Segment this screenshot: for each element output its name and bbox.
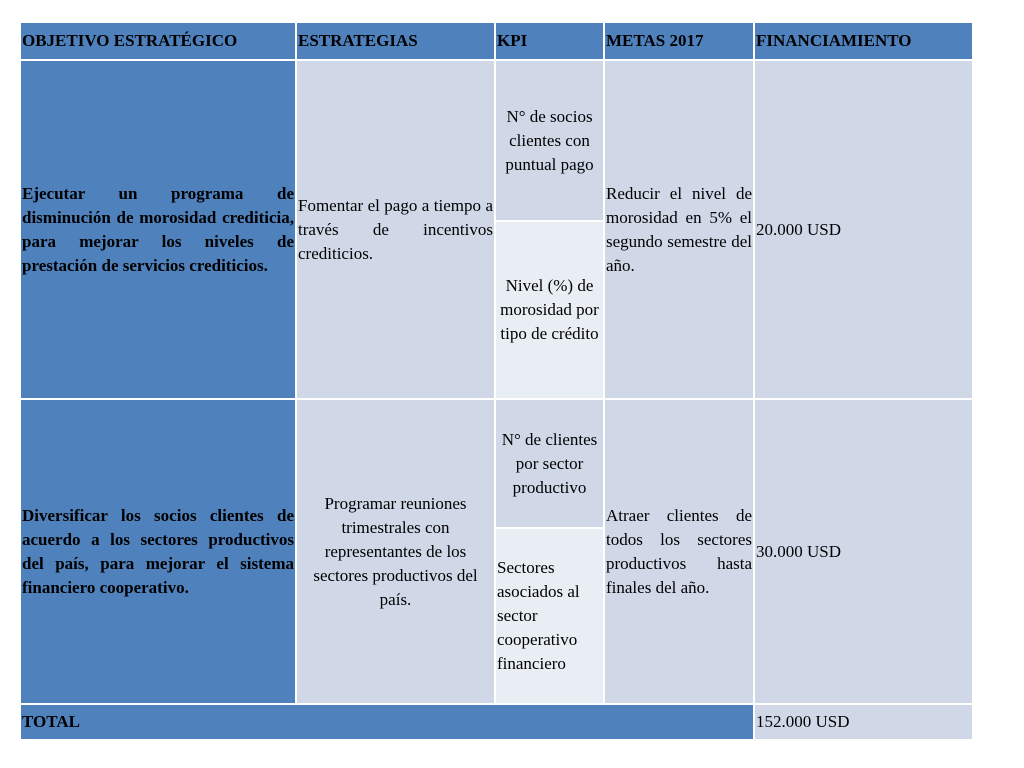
goal-cell: Atraer clientes de todos los sectores productivos hasta finales del año. xyxy=(604,399,754,704)
table-row xyxy=(20,60,973,221)
total-value: 152.000 USD xyxy=(754,704,973,740)
table-header-row xyxy=(20,22,973,60)
objective-cell: Diversificar los socios clientes de acuerdo a los sectores productivos del país, para mejorar el sistema financiero cooperativo. xyxy=(20,399,296,704)
goal-cell: Reducir el nivel de morosidad en 5% el segundo semestre del año. xyxy=(604,60,754,399)
kpi-cell: N° de clientes por sector productivo xyxy=(495,399,604,528)
total-label: TOTAL xyxy=(20,704,754,740)
kpi-cell: Sectores asociados al sector cooperativo financiero xyxy=(495,528,604,704)
strategy-cell: Programar reuniones trimestrales con representantes de los sectores productivos del país. xyxy=(296,399,495,704)
header-financing: FINANCIAMIENTO xyxy=(754,22,973,60)
total-row xyxy=(20,704,973,740)
header-goals-2017: METAS 2017 xyxy=(604,22,754,60)
financing-cell: 20.000 USD xyxy=(754,60,973,399)
header-kpi: KPI xyxy=(495,22,604,60)
kpi-cell: N° de socios clientes con puntual pago xyxy=(495,60,604,221)
header-objective: OBJETIVO ESTRATÉGICO xyxy=(20,22,296,60)
objective-cell: Ejecutar un programa de disminución de morosidad crediticia, para mejorar los niveles de prestación de servicios crediticios. xyxy=(20,60,296,399)
header-strategies: ESTRATEGIAS xyxy=(296,22,495,60)
table-row xyxy=(20,399,973,528)
financing-cell: 30.000 USD xyxy=(754,399,973,704)
strategy-cell: Fomentar el pago a tiempo a través de incentivos crediticios. xyxy=(296,60,495,399)
kpi-cell: Nivel (%) de morosidad por tipo de crédito xyxy=(495,221,604,399)
strategic-plan-table xyxy=(19,21,974,741)
